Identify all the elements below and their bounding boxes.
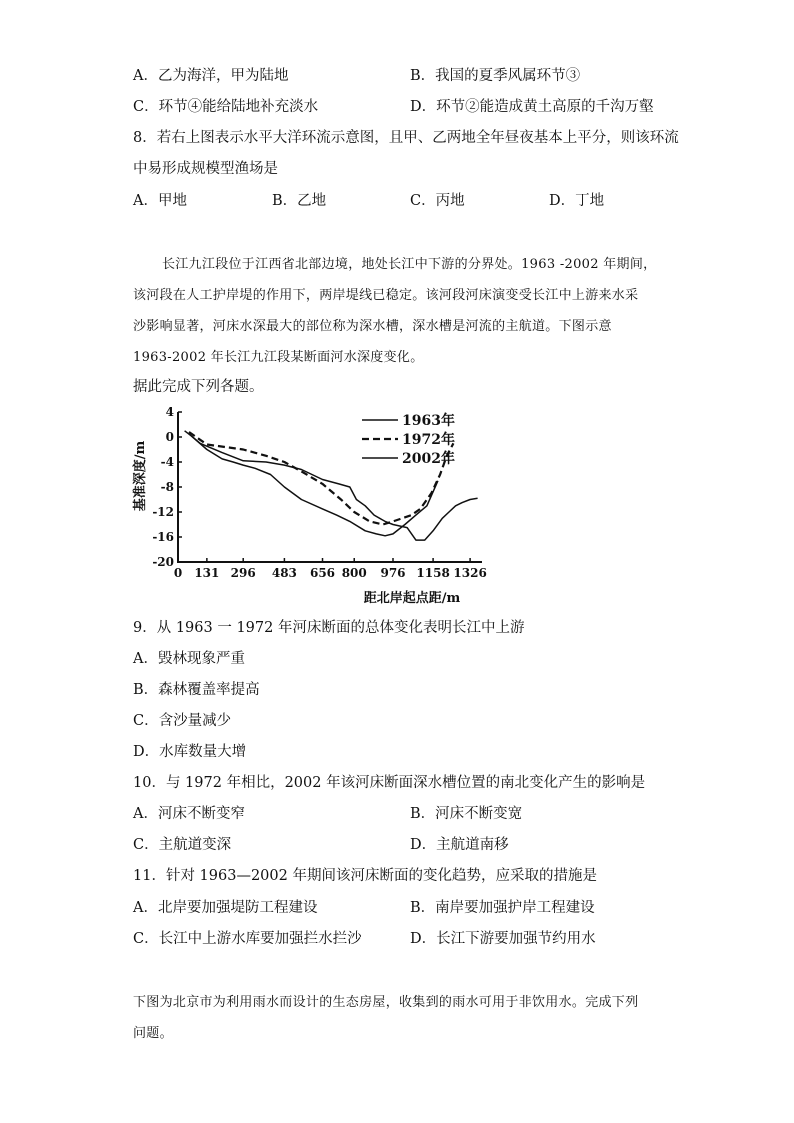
chart-x-tick-label: 0 xyxy=(173,566,183,580)
q7-option-c: C．环节④能给陆地补充淡水 xyxy=(133,99,319,115)
chart-x-tick-label: 656 xyxy=(309,566,336,580)
q8-option-b: B．乙地 xyxy=(272,193,327,209)
q11-option-d: D．长江下游要加强节约用水 xyxy=(410,931,596,947)
chart-y-tick-label: 0 xyxy=(165,430,174,444)
passage1-line1: 长江九江段位于江西省北部边境，地处长江中下游的分界处。1963 -2002 年期间， xyxy=(162,257,657,272)
chart-legend-label: 1963年 xyxy=(402,413,455,429)
chart-x-tick-label: 296 xyxy=(230,566,256,580)
q7-option-b: B．我国的夏季风属环节③ xyxy=(410,68,581,84)
chart-x-tick-label: 1158 xyxy=(416,566,450,580)
q9-stem: 9．从 1963 一 1972 年河床断面的总体变化表明长江中上游 xyxy=(133,620,525,636)
q9-option-c: C．含沙量减少 xyxy=(133,713,232,729)
chart-y-tick-label: -12 xyxy=(152,505,174,519)
passage1-line3: 沙影响显著，河床水深最大的部位称为深水槽，深水槽是河流的主航道。下图示意 xyxy=(133,319,612,334)
q10-option-b: B．河床不断变宽 xyxy=(410,806,523,822)
q7-option-a: A．乙为海洋，甲为陆地 xyxy=(133,68,289,84)
q8-option-d: D．丁地 xyxy=(549,193,605,209)
chart-y-tick-label: -8 xyxy=(160,480,174,494)
q7-option-d: D．环节②能造成黄土高原的千沟万壑 xyxy=(410,99,654,115)
q11-stem: 11．针对 1963—2002 年期间该河床断面的变化趋势，应采取的措施是 xyxy=(133,868,597,884)
passage2-line1: 下图为北京市为利用雨水而设计的生态房屋，收集到的雨水可用于非饮用水。完成下列 xyxy=(133,995,639,1010)
q11-option-a: A．北岸要加强堤防工程建设 xyxy=(133,900,318,916)
q10-option-d: D．主航道南移 xyxy=(410,837,509,853)
chart-y-tick-label: -20 xyxy=(152,555,174,569)
q10-stem: 10．与 1972 年相比，2002 年该河床断面深水槽位置的南北变化产生的影响是 xyxy=(133,775,646,791)
chart-y-tick-label: -16 xyxy=(152,530,174,544)
chart-x-tick-label: 976 xyxy=(380,566,406,580)
chart-y-tick-label: 4 xyxy=(165,405,174,419)
river-depth-chart xyxy=(130,400,490,610)
q9-option-a: A．毁林现象严重 xyxy=(133,651,245,667)
q11-option-b: B．南岸要加强护岸工程建设 xyxy=(410,900,595,916)
q8-stem-line1: 8．若右上图表示水平大洋环流示意图，且甲、乙两地全年昼夜基本上平分，则该环流 xyxy=(133,130,679,146)
q10-option-c: C．主航道变深 xyxy=(133,837,232,853)
q9-option-d: D．水库数量大增 xyxy=(133,744,247,760)
q9-option-b: B．森林覆盖率提高 xyxy=(133,682,260,698)
passage2-line2: 问题。 xyxy=(133,1026,173,1041)
chart-x-tick-label: 131 xyxy=(194,566,220,580)
passage1-line2: 该河段在人工护岸堤的作用下，两岸堤线已稳定。该河段河床演变受长江中上游来水采 xyxy=(133,288,639,303)
passage1-instruction: 据此完成下列各题。 xyxy=(133,379,264,395)
chart-y-label: 基准深度/m xyxy=(133,440,148,512)
q10-option-a: A．河床不断变窄 xyxy=(133,806,245,822)
chart-x-tick-label: 800 xyxy=(341,566,367,580)
chart-legend xyxy=(362,412,455,467)
chart-legend-label: 1972年 xyxy=(402,432,455,448)
q11-option-c: C．长江中上游水库要加强拦水拦沙 xyxy=(133,931,362,947)
chart-legend-label: 2002年 xyxy=(402,451,455,467)
chart-x-label: 距北岸起点距/m xyxy=(363,591,461,606)
q8-option-a: A．甲地 xyxy=(133,193,187,209)
q8-option-c: C．丙地 xyxy=(410,193,465,209)
chart-x-tick-label: 483 xyxy=(271,566,297,580)
chart-y-tick-label: -4 xyxy=(160,455,174,469)
q8-stem-line2: 中易形成规模型渔场是 xyxy=(133,161,278,177)
passage1-line4: 1963-2002 年长江九江段某断面河水深度变化。 xyxy=(133,350,424,365)
chart-x-tick-label: 1326 xyxy=(453,566,487,580)
